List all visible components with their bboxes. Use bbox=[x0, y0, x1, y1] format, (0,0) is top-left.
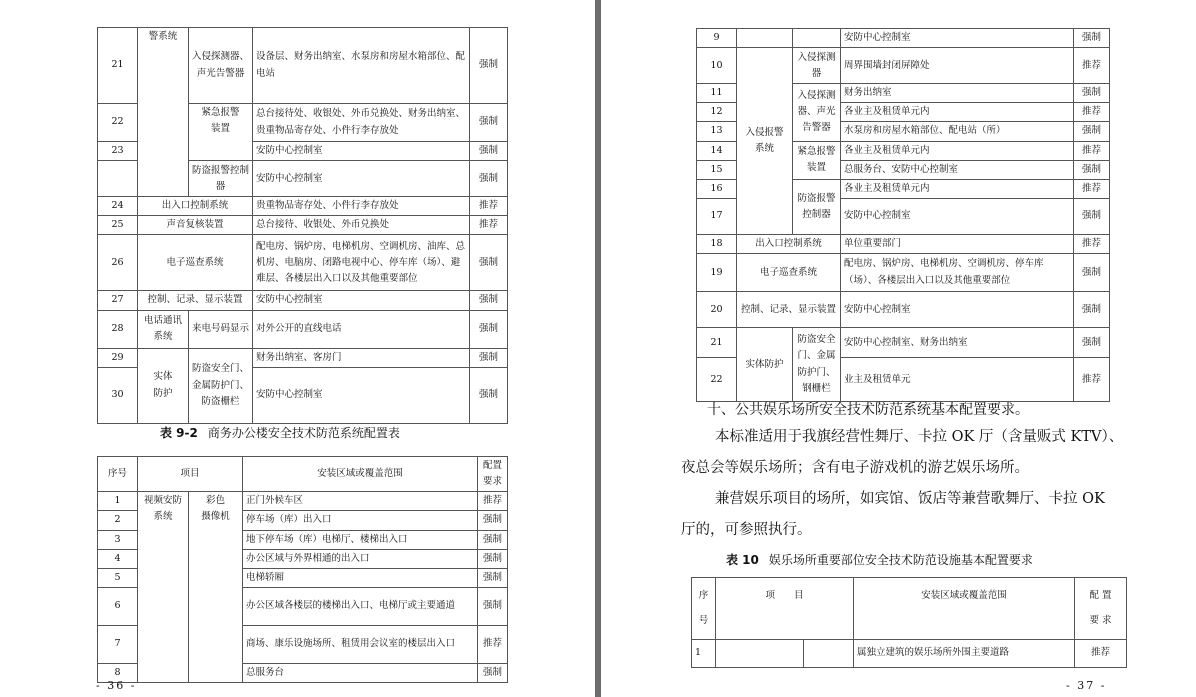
system-cell bbox=[716, 640, 804, 668]
area-cell: 安防中心控制室 bbox=[253, 142, 470, 161]
header-area: 安装区域或覆盖范围 bbox=[854, 578, 1075, 640]
req-cell: 推荐 bbox=[1075, 640, 1127, 668]
header-no: 序号 bbox=[98, 457, 138, 492]
row-no: 6 bbox=[98, 587, 138, 625]
system-cell bbox=[737, 29, 793, 48]
area-cell: 商场、康乐设施场所、租赁用会议室的楼层出入口 bbox=[243, 625, 478, 663]
caption-number: 表 10 bbox=[726, 553, 759, 567]
req-cell: 强制 bbox=[1074, 292, 1110, 328]
header-no: 序 号 bbox=[692, 578, 716, 640]
row-no: 28 bbox=[98, 310, 138, 348]
req-cell: 推荐 bbox=[1074, 103, 1110, 122]
row-no: 30 bbox=[98, 367, 138, 423]
system-cell: 控制、记录、显示装置 bbox=[138, 291, 253, 310]
req-cell: 强制 bbox=[470, 161, 508, 197]
row-no: 12 bbox=[697, 103, 737, 122]
req-cell: 强制 bbox=[478, 663, 508, 682]
paragraph-line: 厅的，可参照执行。 bbox=[681, 522, 812, 538]
device-cell bbox=[793, 29, 841, 48]
area-cell: 办公区域与外界相通的出入口 bbox=[243, 549, 478, 568]
header-item: 项目 bbox=[138, 457, 243, 492]
req-cell: 强制 bbox=[1074, 254, 1110, 292]
row-no: 23 bbox=[98, 142, 138, 161]
row-no: 24 bbox=[98, 197, 138, 216]
table-caption bbox=[726, 551, 1033, 568]
area-cell: 贵重物品寄存处、小件行李存放处 bbox=[253, 197, 470, 216]
area-cell: 停车场（库）出入口 bbox=[243, 511, 478, 530]
row-no: 5 bbox=[98, 568, 138, 587]
row-no: 22 bbox=[697, 358, 737, 402]
row-no: 14 bbox=[697, 141, 737, 160]
right-page bbox=[601, 0, 1196, 697]
row-no: 19 bbox=[697, 254, 737, 292]
table-9-1-continued bbox=[97, 27, 508, 424]
area-cell: 单位重要部门 bbox=[841, 234, 1074, 253]
area-cell: 安防中心控制室 bbox=[841, 292, 1074, 328]
system-cell: 控制、记录、显示装置 bbox=[737, 292, 841, 328]
row-no: 15 bbox=[697, 160, 737, 179]
row-no: 22 bbox=[98, 104, 138, 142]
table-9-2-continued bbox=[696, 28, 1110, 402]
area-cell: 业主及租赁单元 bbox=[841, 358, 1074, 402]
row-no: 9 bbox=[697, 29, 737, 48]
area-cell: 总台接待、收银处、外币兑换处 bbox=[253, 216, 470, 235]
row-no: 7 bbox=[98, 625, 138, 663]
row-no: 16 bbox=[697, 179, 737, 198]
table-10 bbox=[691, 577, 1127, 668]
row-no: 2 bbox=[98, 511, 138, 530]
table-9-2 bbox=[97, 456, 508, 683]
req-cell: 推荐 bbox=[1074, 179, 1110, 198]
page-number: - 37 - bbox=[1066, 679, 1107, 692]
row-no: 10 bbox=[697, 48, 737, 84]
device-cell: 彩色 摄像机 bbox=[189, 492, 243, 683]
row-no: 21 bbox=[697, 328, 737, 358]
area-cell: 办公区域各楼层的楼梯出入口、电梯厅或主要通道 bbox=[243, 587, 478, 625]
row-no: 1 bbox=[692, 640, 716, 668]
system-cell: 实体 防护 bbox=[138, 348, 189, 423]
system-cell: 电子巡查系统 bbox=[737, 254, 841, 292]
area-cell: 总台接待处、收银处、外币兑换处、财务出纳室、贵重物品寄存处、小件行李存放处 bbox=[253, 104, 470, 142]
row-no: 13 bbox=[697, 122, 737, 141]
area-cell: 各业主及租赁单元内 bbox=[841, 103, 1074, 122]
area-cell: 地下停车场（库）电梯厅、楼梯出入口 bbox=[243, 530, 478, 549]
device-cell: 来电号码显示 bbox=[189, 310, 253, 348]
area-cell: 设备层、财务出纳室、水泵房和房屋水箱部位、配电站 bbox=[253, 28, 470, 104]
system-cell: 警系统 bbox=[138, 28, 189, 197]
row-no: 3 bbox=[98, 530, 138, 549]
row-no: 17 bbox=[697, 198, 737, 234]
area-cell: 总服务台、安防中心控制室 bbox=[841, 160, 1074, 179]
device-cell: 入侵探测器、 声光告警器 bbox=[189, 28, 253, 104]
req-cell: 推荐 bbox=[470, 216, 508, 235]
row-no: 25 bbox=[98, 216, 138, 235]
paragraph-line: 本标准适用于我旗经营性舞厅、卡拉 OK 厅（含量贩式 KTV）、 bbox=[715, 429, 1124, 445]
row-no: 27 bbox=[98, 291, 138, 310]
row-no: 29 bbox=[98, 348, 138, 367]
paragraph-line: 兼营娱乐项目的场所，如宾馆、饭店等兼营歌舞厅、卡拉 OK bbox=[715, 491, 1105, 507]
area-cell: 电梯轿厢 bbox=[243, 568, 478, 587]
row-no bbox=[98, 161, 138, 197]
area-cell: 配电房、锅炉房、电梯机房、空调机房、停车库（场）、各楼层出入口以及其他重要部位 bbox=[841, 254, 1074, 292]
req-cell: 推荐 bbox=[1074, 48, 1110, 84]
system-cell: 电子巡查系统 bbox=[138, 235, 253, 291]
system-cell: 出入口控制系统 bbox=[737, 234, 841, 253]
header-item: 项 目 bbox=[716, 578, 854, 640]
caption-number: 表 9-2 bbox=[160, 426, 198, 440]
area-cell: 各业主及租赁单元内 bbox=[841, 141, 1074, 160]
table-caption bbox=[160, 424, 400, 441]
device-cell bbox=[804, 640, 854, 668]
caption-title: 商务办公楼安全技术防范系统配置表 bbox=[207, 426, 400, 440]
req-cell: 强制 bbox=[1074, 122, 1110, 141]
section-heading: 十、公共娱乐场所安全技术防范系统基本配置要求。 bbox=[707, 402, 1029, 418]
device-cell: 防盗报警控制器 bbox=[793, 179, 841, 234]
row-no: 1 bbox=[98, 492, 138, 511]
device-cell: 入侵探测器 bbox=[793, 48, 841, 84]
req-cell: 推荐 bbox=[478, 492, 508, 511]
req-cell: 强制 bbox=[478, 568, 508, 587]
row-no: 18 bbox=[697, 234, 737, 253]
row-no: 21 bbox=[98, 28, 138, 104]
row-no: 26 bbox=[98, 235, 138, 291]
area-cell: 安防中心控制室 bbox=[841, 29, 1074, 48]
req-cell: 强制 bbox=[478, 549, 508, 568]
system-cell: 入侵报警 系统 bbox=[737, 48, 793, 235]
system-cell: 实体防护 bbox=[737, 328, 793, 402]
device-cell: 入侵探测器、声光告警器 bbox=[793, 84, 841, 141]
area-cell: 总服务台 bbox=[243, 663, 478, 682]
row-no: 8 bbox=[98, 663, 138, 682]
req-cell: 推荐 bbox=[1074, 234, 1110, 253]
area-cell: 财务出纳室、客房门 bbox=[253, 348, 470, 367]
req-cell: 推荐 bbox=[478, 625, 508, 663]
row-no: 4 bbox=[98, 549, 138, 568]
req-cell: 强制 bbox=[470, 235, 508, 291]
area-cell: 安防中心控制室 bbox=[253, 367, 470, 423]
req-cell: 强制 bbox=[470, 291, 508, 310]
header-area: 安装区域或覆盖范围 bbox=[243, 457, 478, 492]
req-cell: 强制 bbox=[1074, 84, 1110, 103]
area-cell: 周界围墙封闭屏障处 bbox=[841, 48, 1074, 84]
caption-title: 娱乐场所重要部位安全技术防范设施基本配置要求 bbox=[768, 553, 1033, 567]
system-cell: 声音复核装置 bbox=[138, 216, 253, 235]
device-cell: 防盗报警控制器 bbox=[189, 161, 253, 197]
area-cell: 对外公开的直线电话 bbox=[253, 310, 470, 348]
device-cell: 紧急报警装置 bbox=[793, 141, 841, 179]
area-cell: 安防中心控制室 bbox=[253, 291, 470, 310]
system-cell: 电话通讯系统 bbox=[138, 310, 189, 348]
area-cell: 配电房、锅炉房、电梯机房、空调机房、油库、总机房、电脑房、闭路电视中心、停车库（场）、避难层、各楼层出入口以及其他重要部位 bbox=[253, 235, 470, 291]
req-cell: 强制 bbox=[470, 142, 508, 161]
system-cell: 出入口控制系统 bbox=[138, 197, 253, 216]
paragraph-line: 夜总会等娱乐场所；含有电子游戏机的游艺娱乐场所。 bbox=[681, 460, 1029, 476]
area-cell: 属独立建筑的娱乐场所外围主要道路 bbox=[854, 640, 1075, 668]
req-cell: 推荐 bbox=[470, 197, 508, 216]
req-cell: 强制 bbox=[470, 367, 508, 423]
page-number: - 36 - bbox=[96, 679, 137, 692]
req-cell: 强制 bbox=[470, 348, 508, 367]
area-cell: 各业主及租赁单元内 bbox=[841, 179, 1074, 198]
req-cell: 推荐 bbox=[1074, 141, 1110, 160]
req-cell: 强制 bbox=[1074, 160, 1110, 179]
header-req: 配 置 要 求 bbox=[1075, 578, 1127, 640]
area-cell: 正门外候车区 bbox=[243, 492, 478, 511]
req-cell: 强制 bbox=[478, 587, 508, 625]
device-cell: 紧急报警 装置 bbox=[189, 104, 253, 161]
header-req: 配置 要求 bbox=[478, 457, 508, 492]
req-cell: 强制 bbox=[1074, 328, 1110, 358]
area-cell: 安防中心控制室 bbox=[253, 161, 470, 197]
req-cell: 强制 bbox=[478, 511, 508, 530]
row-no: 11 bbox=[697, 84, 737, 103]
req-cell: 强制 bbox=[478, 530, 508, 549]
req-cell: 推荐 bbox=[1074, 358, 1110, 402]
area-cell: 安防中心控制室 bbox=[841, 198, 1074, 234]
req-cell: 强制 bbox=[470, 28, 508, 104]
area-cell: 安防中心控制室、财务出纳室 bbox=[841, 328, 1074, 358]
req-cell: 强制 bbox=[470, 104, 508, 142]
area-cell: 财务出纳室 bbox=[841, 84, 1074, 103]
area-cell: 水泵房和房屋水箱部位、配电站（所） bbox=[841, 122, 1074, 141]
req-cell: 强制 bbox=[470, 310, 508, 348]
system-cell: 视频安防 系统 bbox=[138, 492, 189, 683]
req-cell: 强制 bbox=[1074, 198, 1110, 234]
device-cell: 防盗安全门、金属防护门、钢栅栏 bbox=[793, 328, 841, 402]
row-no: 20 bbox=[697, 292, 737, 328]
req-cell: 强制 bbox=[1074, 29, 1110, 48]
device-cell: 防盗安全门、金属防护门、防盗栅栏 bbox=[189, 348, 253, 423]
left-page bbox=[0, 0, 595, 697]
